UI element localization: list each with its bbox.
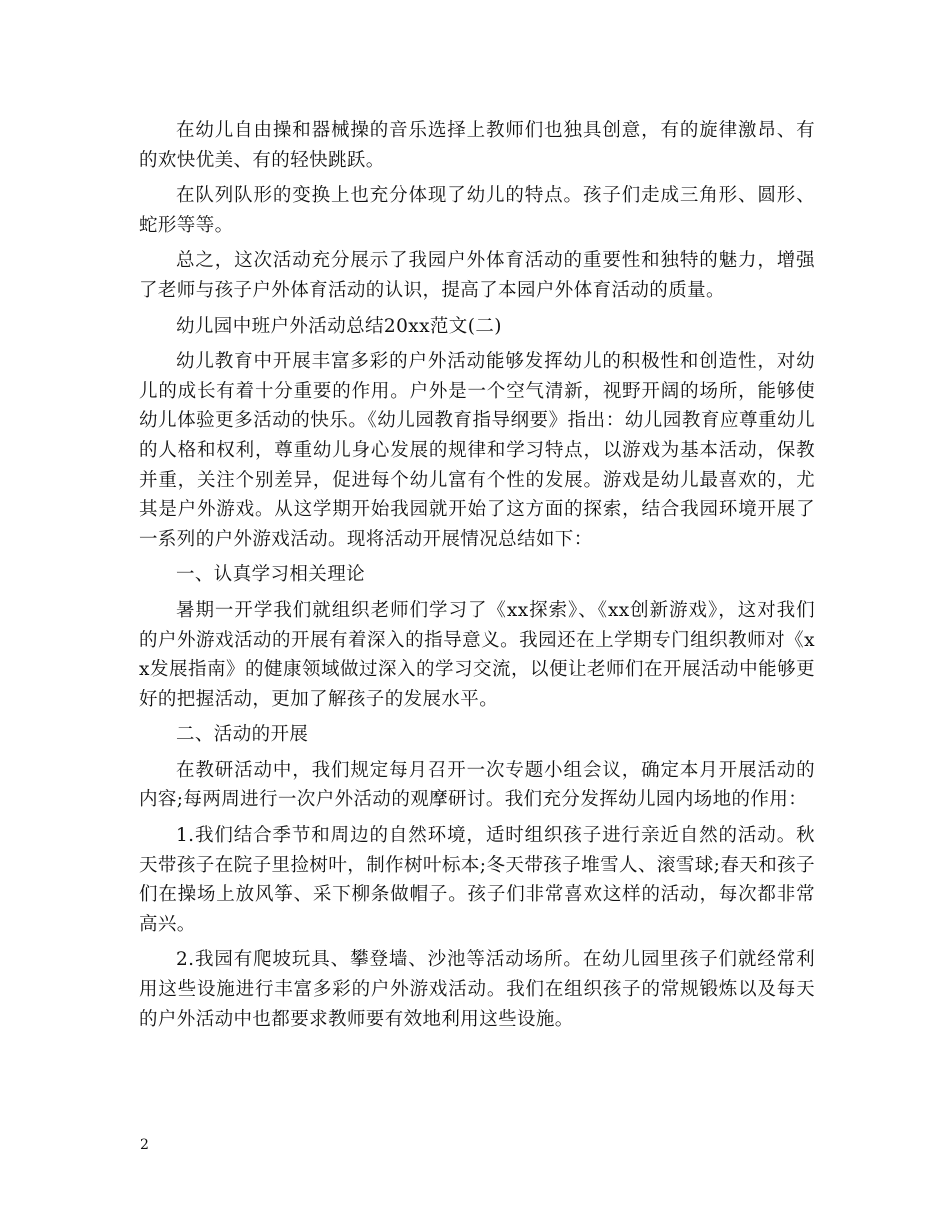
section-title: 幼儿园中班户外活动总结20xx范文(二) — [176, 315, 502, 337]
heading-theory-study: 一、认真学习相关理论 — [176, 564, 366, 586]
paragraph-teaching-research: 在教研活动中，我们规定每月召开一次专题小组会议，确定本月开展活动的内容;每两周进行一次户外活动的观摩研讨。我们充分发挥幼儿园内场地的作用： — [139, 759, 815, 811]
paragraph-formation-change: 在队列队形的变换上也充分体现了幼儿的特点。孩子们走成三角形、圆形、蛇形等等。 — [139, 185, 815, 236]
paragraph-nature-activities: 1.我们结合季节和周边的自然环境，适时组织孩子进行亲近自然的活动。秋天带孩子在院子里捡树叶，制作树叶标本;冬天带孩子堆雪人、滚雪球;春天和孩子们在操场上放风筝、采下柳条做帽子。孩子们非常喜欢这样的活动，每次都非常高兴。 — [139, 825, 815, 935]
document-body — [139, 116, 815, 1034]
page-number: 2 — [140, 1137, 149, 1153]
paragraph-theory-study: 暑期一开学我们就组织老师们学习了《xx探索》、《xx创新游戏》，这对我们的户外游戏活动的开展有着深入的指导意义。我园还在上学期专门组织教师对《xx发展指南》的健康领域做过深入的学习交流，以便让老师们在开展活动中能够更好的把握活动，更加了解孩子的发展水平。 — [139, 599, 815, 710]
paragraph-facilities: 2.我园有爬坡玩具、攀登墙、沙池等活动场所。在幼儿园里孩子们就经常利用这些设施进行丰富多彩的户外游戏活动。我们在组织孩子的常规锻炼以及每天的户外活动中也都要求教师要有效地利用这些设施。 — [139, 949, 815, 1030]
heading-activity-development: 二、活动的开展 — [176, 724, 309, 746]
paragraph-summary: 总之，这次活动充分展示了我园户外体育活动的重要性和独特的魅力，增强了老师与孩子户外体育活动的认识，提高了本园户外体育活动的质量。 — [139, 250, 815, 301]
paragraph-music-selection: 在幼儿自由操和器械操的音乐选择上教师们也独具创意，有的旋律激昂、有的欢快优美、有的轻快跳跃。 — [139, 120, 815, 171]
paragraph-introduction: 幼儿教育中开展丰富多彩的户外活动能够发挥幼儿的积极性和创造性，对幼儿的成长有着十分重要的作用。户外是一个空气清新，视野开阔的场所，能够使幼儿体验更多活动的快乐。《幼儿园教育指导纲要》指出：幼儿园教育应尊重幼儿的人格和权利，尊重幼儿身心发展的规律和学习特点，以游戏为基本活动，保教并重，关注个别差异，促进每个幼儿富有个性的发展。游戏是幼儿最喜欢的，尤其是户外游戏。从这学期开始我园就开始了这方面的探索，结合我园环境开展了一系列的户外游戏活动。现将活动开展情况总结如下： — [139, 351, 815, 550]
